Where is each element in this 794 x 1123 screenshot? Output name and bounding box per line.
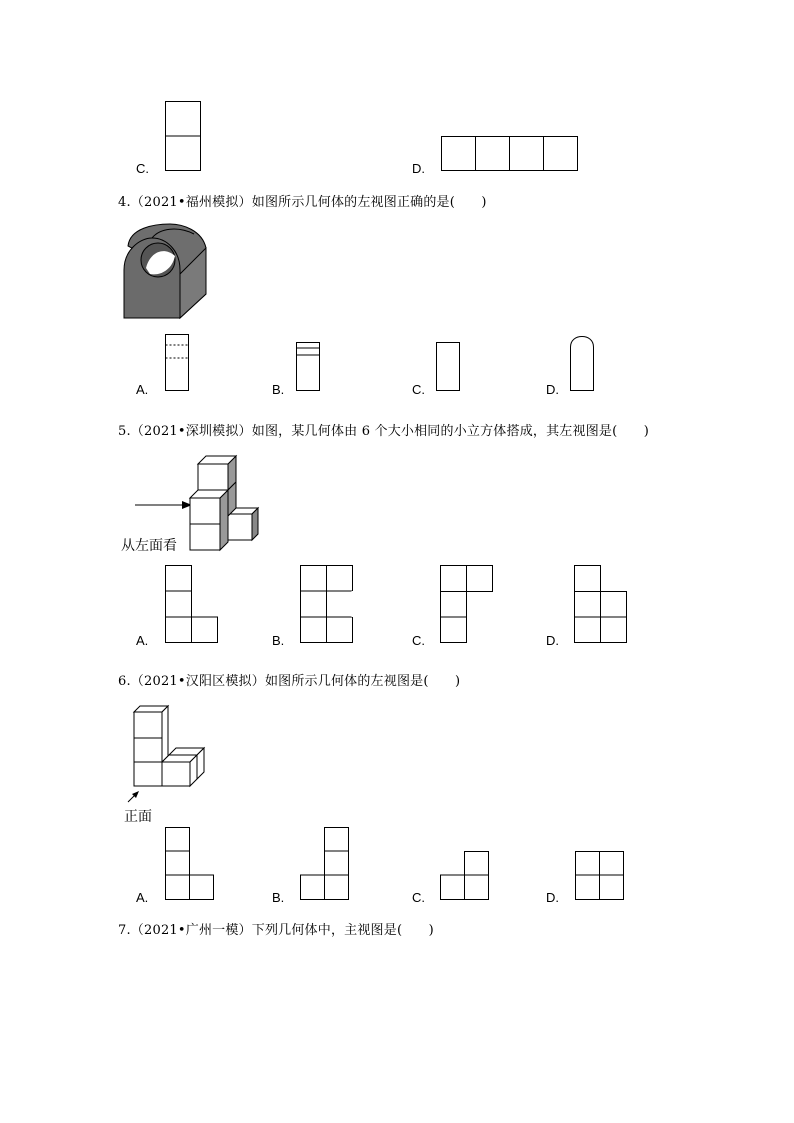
q6-view-caption: 正面 — [124, 809, 152, 825]
q4-option-c-label: C. — [412, 382, 425, 397]
q4-option-a-label: A. — [136, 382, 149, 397]
q5-option-c-figure — [440, 565, 493, 643]
q5-option-c-label: C. — [412, 633, 425, 648]
q4-option-c-figure — [436, 342, 460, 391]
q5-option-d-figure — [574, 565, 627, 643]
q5-option-b-figure — [300, 565, 353, 643]
q5-view-caption: 从左面看 — [121, 538, 177, 554]
q3-option-c-figure — [165, 101, 201, 171]
q5-option-b-label: B. — [272, 633, 285, 648]
q3-option-d-label: D. — [412, 161, 425, 176]
q3-option-c-label: C. — [136, 161, 149, 176]
q5-option-d-label: D. — [546, 633, 559, 648]
q4-option-d-figure — [570, 336, 594, 391]
q5-question-text: 5.（2021•深圳模拟）如图，某几何体由 6 个大小相同的小立方体搭成，其左视图是( ) — [118, 424, 650, 439]
q6-option-c-label: C. — [412, 890, 425, 905]
q4-question-text: 4.（2021•福州模拟）如图所示几何体的左视图正确的是( ) — [118, 195, 487, 210]
q3-option-d-figure — [441, 136, 578, 171]
q5-option-a-figure — [165, 565, 218, 643]
q6-option-d-label: D. — [546, 890, 559, 905]
q6-cube-stack-figure — [122, 702, 222, 812]
q6-option-b-label: B. — [272, 890, 285, 905]
q4-option-d-label: D. — [546, 382, 559, 397]
q4-option-b-figure — [296, 342, 320, 391]
q6-option-a-figure — [165, 827, 214, 900]
q6-option-b-figure — [300, 827, 349, 900]
q6-option-d-figure — [575, 851, 624, 900]
q4-option-a-figure — [165, 334, 189, 391]
q6-question-text: 6.（2021•汉阳区模拟）如图所示几何体的左视图是( ) — [118, 674, 461, 689]
q4-solid-figure — [120, 222, 210, 324]
q7-question-text: 7.（2021•广州一模）下列几何体中，主视图是( ) — [118, 923, 434, 938]
q5-option-a-label: A. — [136, 633, 149, 648]
q6-option-a-label: A. — [136, 890, 149, 905]
q4-option-b-label: B. — [272, 382, 285, 397]
q6-option-c-figure — [440, 851, 489, 900]
